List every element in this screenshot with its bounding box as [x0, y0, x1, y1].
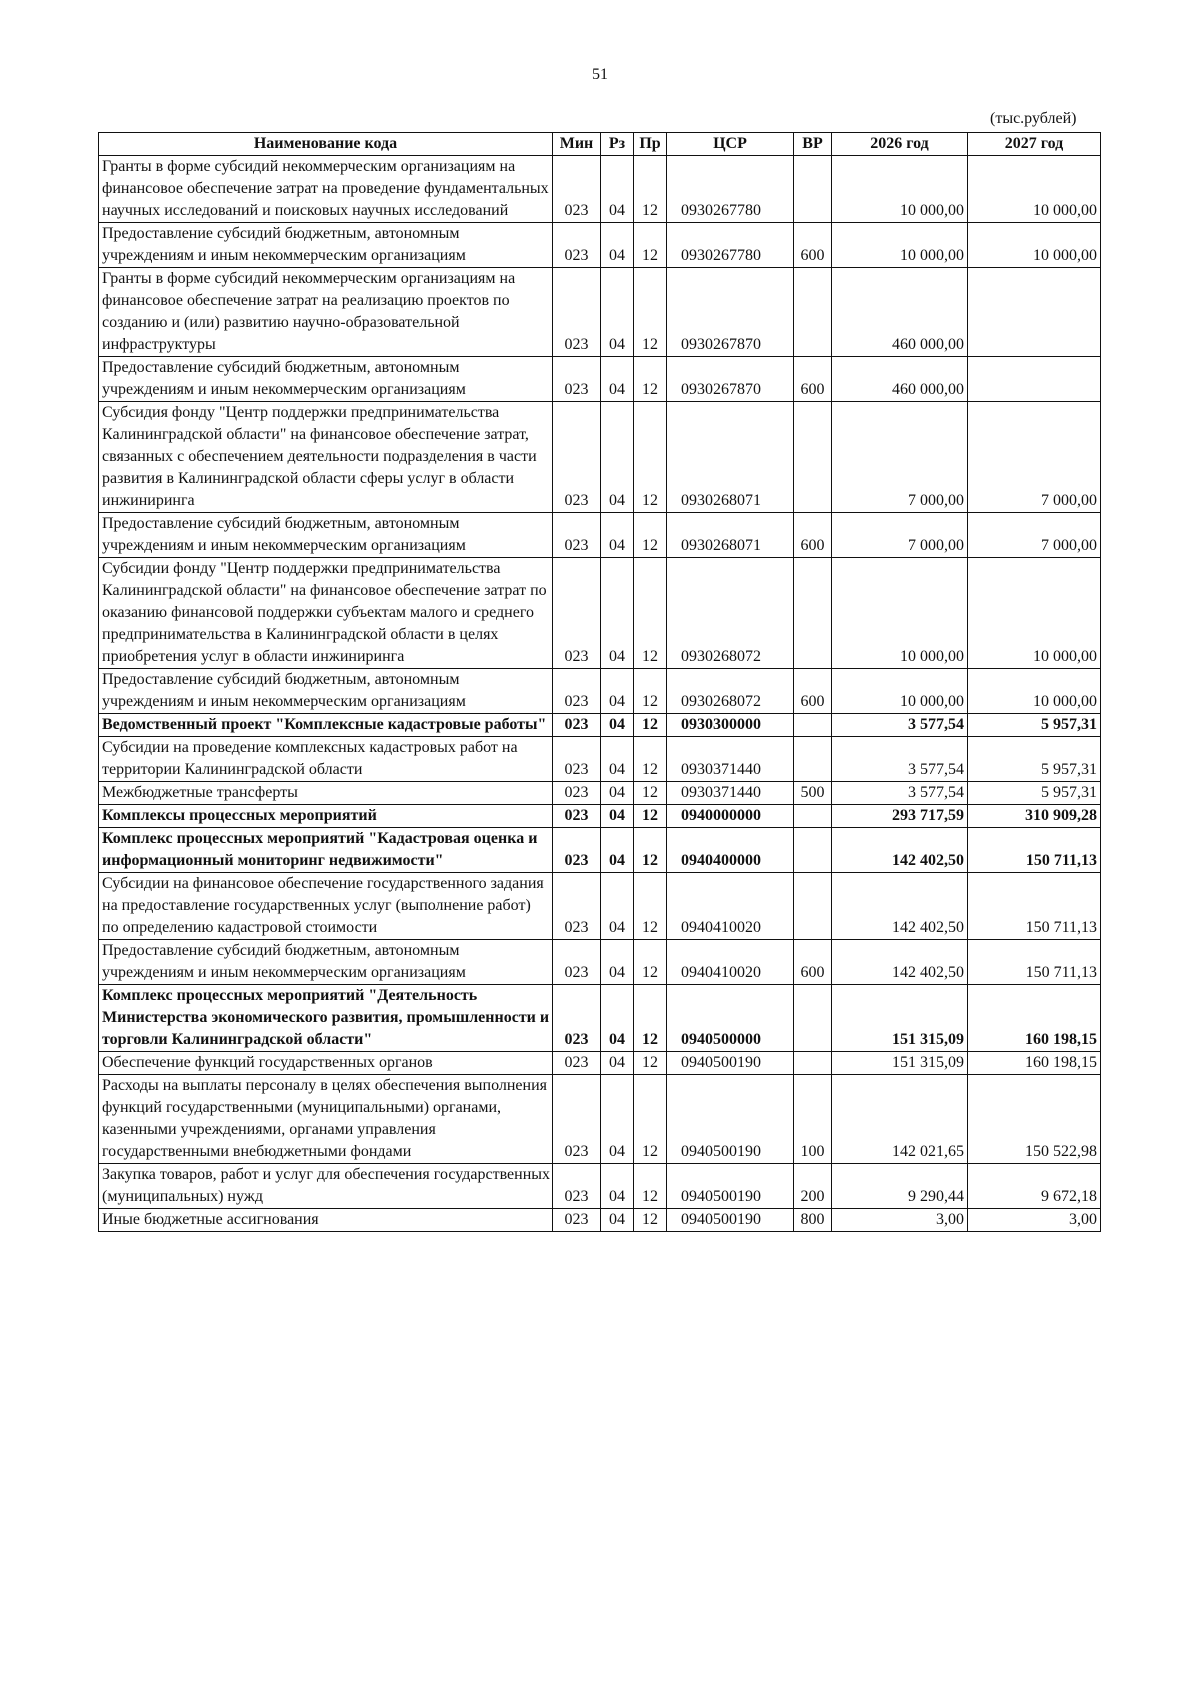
cell-csr: 0930300000: [667, 714, 794, 737]
cell-vr: [794, 828, 832, 873]
table-row: [99, 985, 1101, 1052]
cell-vr: 600: [794, 940, 832, 985]
cell-pr: 12: [634, 737, 667, 782]
cell-name: Субсидия фонду "Центр поддержки предпринимательства Калининградской области" на финансовое обеспечение затрат, связанных с обеспечением деятельности подразделения в части развития в Калининградской области сферы услуг в области инжиниринга: [99, 402, 553, 513]
cell-min: 023: [553, 782, 601, 805]
cell-vr: [794, 558, 832, 669]
cell-2027: 9 672,18: [968, 1164, 1101, 1209]
cell-2027: 7 000,00: [968, 513, 1101, 558]
table-row: [99, 669, 1101, 714]
cell-2026: 151 315,09: [832, 985, 968, 1052]
cell-min: 023: [553, 1052, 601, 1075]
cell-rz: 04: [601, 873, 634, 940]
cell-csr: 0930267780: [667, 156, 794, 223]
cell-name: Иные бюджетные ассигнования: [99, 1209, 553, 1232]
cell-vr: 500: [794, 782, 832, 805]
cell-pr: 12: [634, 223, 667, 268]
cell-name: Комплекс процессных мероприятий "Деятельность Министерства экономического развития, промышленности и торговли Калининградской области": [99, 985, 553, 1052]
cell-2026: 142 021,65: [832, 1075, 968, 1164]
cell-rz: 04: [601, 805, 634, 828]
cell-min: 023: [553, 737, 601, 782]
cell-csr: 0940500000: [667, 985, 794, 1052]
table-row: [99, 357, 1101, 402]
cell-2027: 10 000,00: [968, 156, 1101, 223]
cell-csr: 0930268072: [667, 558, 794, 669]
table-row: [99, 940, 1101, 985]
cell-2026: 9 290,44: [832, 1164, 968, 1209]
table-row: [99, 513, 1101, 558]
cell-csr: 0930371440: [667, 737, 794, 782]
cell-2027: 3,00: [968, 1209, 1101, 1232]
header-rz: Рз: [601, 133, 634, 156]
cell-pr: 12: [634, 782, 667, 805]
cell-rz: 04: [601, 669, 634, 714]
table-header-row: [99, 133, 1101, 156]
cell-min: 023: [553, 268, 601, 357]
cell-vr: 600: [794, 357, 832, 402]
cell-min: 023: [553, 156, 601, 223]
cell-pr: 12: [634, 1052, 667, 1075]
cell-min: 023: [553, 1075, 601, 1164]
cell-rz: 04: [601, 223, 634, 268]
cell-rz: 04: [601, 782, 634, 805]
cell-min: 023: [553, 558, 601, 669]
table-row: [99, 782, 1101, 805]
cell-name: Гранты в форме субсидий некоммерческим организациям на финансовое обеспечение затрат на проведение фундаментальных научных исследований и поисковых научных исследований: [99, 156, 553, 223]
table-row: [99, 714, 1101, 737]
cell-rz: 04: [601, 558, 634, 669]
budget-table: [98, 132, 1101, 1232]
cell-2026: 142 402,50: [832, 873, 968, 940]
table-row: [99, 1209, 1101, 1232]
cell-csr: 0930268072: [667, 669, 794, 714]
units-label: (тыс.рублей): [990, 110, 1077, 127]
cell-name: Комплекс процессных мероприятий "Кадастровая оценка и информационный мониторинг недвижимости": [99, 828, 553, 873]
header-pr: Пр: [634, 133, 667, 156]
cell-min: 023: [553, 714, 601, 737]
cell-rz: 04: [601, 402, 634, 513]
cell-pr: 12: [634, 669, 667, 714]
table-row: [99, 268, 1101, 357]
cell-vr: [794, 873, 832, 940]
cell-2027: 160 198,15: [968, 985, 1101, 1052]
cell-vr: 600: [794, 513, 832, 558]
cell-name: Межбюджетные трансферты: [99, 782, 553, 805]
cell-csr: 0940500190: [667, 1164, 794, 1209]
cell-rz: 04: [601, 1075, 634, 1164]
cell-pr: 12: [634, 1075, 667, 1164]
cell-2026: 7 000,00: [832, 402, 968, 513]
cell-min: 023: [553, 805, 601, 828]
table-body: [99, 156, 1101, 1232]
cell-name: Предоставление субсидий бюджетным, автономным учреждениям и иным некоммерческим организациям: [99, 223, 553, 268]
cell-vr: 200: [794, 1164, 832, 1209]
cell-name: Субсидии фонду "Центр поддержки предпринимательства Калининградской области" на финансовое обеспечение затрат по оказанию финансовой поддержки субъектам малого и среднего предпринимательства в Калининградской области в целях приобретения услуг в области инжиниринга: [99, 558, 553, 669]
cell-min: 023: [553, 828, 601, 873]
cell-2027: 5 957,31: [968, 737, 1101, 782]
cell-vr: [794, 985, 832, 1052]
cell-min: 023: [553, 873, 601, 940]
cell-name: Субсидии на финансовое обеспечение государственного задания на предоставление государственных услуг (выполнение работ) по определению кадастровой стоимости: [99, 873, 553, 940]
table-row: [99, 1052, 1101, 1075]
cell-pr: 12: [634, 714, 667, 737]
cell-csr: 0940400000: [667, 828, 794, 873]
header-csr: ЦСР: [667, 133, 794, 156]
cell-2027: 160 198,15: [968, 1052, 1101, 1075]
cell-vr: [794, 268, 832, 357]
cell-2026: 3 577,54: [832, 714, 968, 737]
cell-2027: 5 957,31: [968, 782, 1101, 805]
cell-2027: 150 522,98: [968, 1075, 1101, 1164]
cell-csr: 0940500190: [667, 1052, 794, 1075]
cell-pr: 12: [634, 357, 667, 402]
cell-2026: 3 577,54: [832, 782, 968, 805]
table-row: [99, 156, 1101, 223]
cell-csr: 0930268071: [667, 513, 794, 558]
cell-min: 023: [553, 402, 601, 513]
table-row: [99, 1164, 1101, 1209]
cell-pr: 12: [634, 513, 667, 558]
cell-csr: 0940410020: [667, 873, 794, 940]
cell-rz: 04: [601, 828, 634, 873]
cell-2027: 7 000,00: [968, 402, 1101, 513]
cell-csr: 0940500190: [667, 1075, 794, 1164]
table-row: [99, 873, 1101, 940]
cell-rz: 04: [601, 1164, 634, 1209]
cell-pr: 12: [634, 1209, 667, 1232]
cell-vr: [794, 805, 832, 828]
cell-vr: [794, 737, 832, 782]
header-min: Мин: [553, 133, 601, 156]
cell-2027: 310 909,28: [968, 805, 1101, 828]
cell-vr: 100: [794, 1075, 832, 1164]
cell-min: 023: [553, 513, 601, 558]
cell-2027: 150 711,13: [968, 873, 1101, 940]
cell-name: Закупка товаров, работ и услуг для обеспечения государственных (муниципальных) нужд: [99, 1164, 553, 1209]
cell-csr: 0930267870: [667, 268, 794, 357]
cell-2027: 10 000,00: [968, 558, 1101, 669]
cell-min: 023: [553, 940, 601, 985]
cell-min: 023: [553, 223, 601, 268]
cell-vr: 600: [794, 669, 832, 714]
table-row: [99, 402, 1101, 513]
cell-min: 023: [553, 1164, 601, 1209]
cell-rz: 04: [601, 357, 634, 402]
cell-csr: 0940000000: [667, 805, 794, 828]
cell-csr: 0930267870: [667, 357, 794, 402]
cell-csr: 0940410020: [667, 940, 794, 985]
cell-2027: [968, 357, 1101, 402]
cell-rz: 04: [601, 1209, 634, 1232]
cell-rz: 04: [601, 1052, 634, 1075]
header-2026: 2026 год: [832, 133, 968, 156]
cell-csr: 0940500190: [667, 1209, 794, 1232]
table-row: [99, 1075, 1101, 1164]
cell-2026: 10 000,00: [832, 669, 968, 714]
cell-pr: 12: [634, 156, 667, 223]
table-row: [99, 737, 1101, 782]
cell-min: 023: [553, 985, 601, 1052]
cell-rz: 04: [601, 156, 634, 223]
cell-vr: [794, 156, 832, 223]
cell-rz: 04: [601, 714, 634, 737]
cell-csr: 0930267780: [667, 223, 794, 268]
cell-min: 023: [553, 669, 601, 714]
cell-csr: 0930268071: [667, 402, 794, 513]
cell-pr: 12: [634, 985, 667, 1052]
cell-vr: [794, 1052, 832, 1075]
cell-pr: 12: [634, 873, 667, 940]
cell-2026: 460 000,00: [832, 357, 968, 402]
cell-2026: 460 000,00: [832, 268, 968, 357]
cell-rz: 04: [601, 268, 634, 357]
cell-vr: 600: [794, 223, 832, 268]
cell-2027: 150 711,13: [968, 940, 1101, 985]
cell-csr: 0930371440: [667, 782, 794, 805]
cell-2027: 150 711,13: [968, 828, 1101, 873]
cell-pr: 12: [634, 1164, 667, 1209]
cell-pr: 12: [634, 558, 667, 669]
cell-2027: 10 000,00: [968, 669, 1101, 714]
cell-name: Предоставление субсидий бюджетным, автономным учреждениям и иным некоммерческим организациям: [99, 513, 553, 558]
cell-name: Ведомственный проект "Комплексные кадастровые работы": [99, 714, 553, 737]
cell-rz: 04: [601, 513, 634, 558]
cell-rz: 04: [601, 985, 634, 1052]
cell-pr: 12: [634, 402, 667, 513]
header-2027: 2027 год: [968, 133, 1101, 156]
cell-pr: 12: [634, 940, 667, 985]
table-row: [99, 558, 1101, 669]
cell-min: 023: [553, 1209, 601, 1232]
cell-vr: [794, 402, 832, 513]
cell-name: Комплексы процессных мероприятий: [99, 805, 553, 828]
cell-vr: 800: [794, 1209, 832, 1232]
cell-2027: [968, 268, 1101, 357]
cell-rz: 04: [601, 737, 634, 782]
cell-2026: 7 000,00: [832, 513, 968, 558]
cell-name: Расходы на выплаты персоналу в целях обеспечения выполнения функций государственными (муниципальными) органами, казенными учреждениями, органами управления государственными внебюджетными фондами: [99, 1075, 553, 1164]
header-name: Наименование кода: [99, 133, 553, 156]
cell-name: Обеспечение функций государственных органов: [99, 1052, 553, 1075]
cell-2026: 142 402,50: [832, 828, 968, 873]
cell-pr: 12: [634, 828, 667, 873]
table-row: [99, 223, 1101, 268]
cell-2026: 3,00: [832, 1209, 968, 1232]
cell-2026: 10 000,00: [832, 156, 968, 223]
cell-rz: 04: [601, 940, 634, 985]
cell-2026: 10 000,00: [832, 558, 968, 669]
page-number: 51: [592, 66, 608, 83]
header-vr: ВР: [794, 133, 832, 156]
cell-2026: 151 315,09: [832, 1052, 968, 1075]
cell-name: Предоставление субсидий бюджетным, автономным учреждениям и иным некоммерческим организациям: [99, 357, 553, 402]
table-row: [99, 805, 1101, 828]
cell-name: Субсидии на проведение комплексных кадастровых работ на территории Калининградской области: [99, 737, 553, 782]
cell-name: Предоставление субсидий бюджетным, автономным учреждениям и иным некоммерческим организациям: [99, 940, 553, 985]
cell-name: Предоставление субсидий бюджетным, автономным учреждениям и иным некоммерческим организациям: [99, 669, 553, 714]
cell-vr: [794, 714, 832, 737]
cell-2027: 10 000,00: [968, 223, 1101, 268]
cell-2026: 3 577,54: [832, 737, 968, 782]
cell-pr: 12: [634, 805, 667, 828]
cell-2026: 293 717,59: [832, 805, 968, 828]
cell-min: 023: [553, 357, 601, 402]
cell-2027: 5 957,31: [968, 714, 1101, 737]
cell-2026: 10 000,00: [832, 223, 968, 268]
cell-pr: 12: [634, 268, 667, 357]
cell-name: Гранты в форме субсидий некоммерческим организациям на финансовое обеспечение затрат на реализацию проектов по созданию и (или) развитию научно-образовательной инфраструктуры: [99, 268, 553, 357]
table-row: [99, 828, 1101, 873]
cell-2026: 142 402,50: [832, 940, 968, 985]
